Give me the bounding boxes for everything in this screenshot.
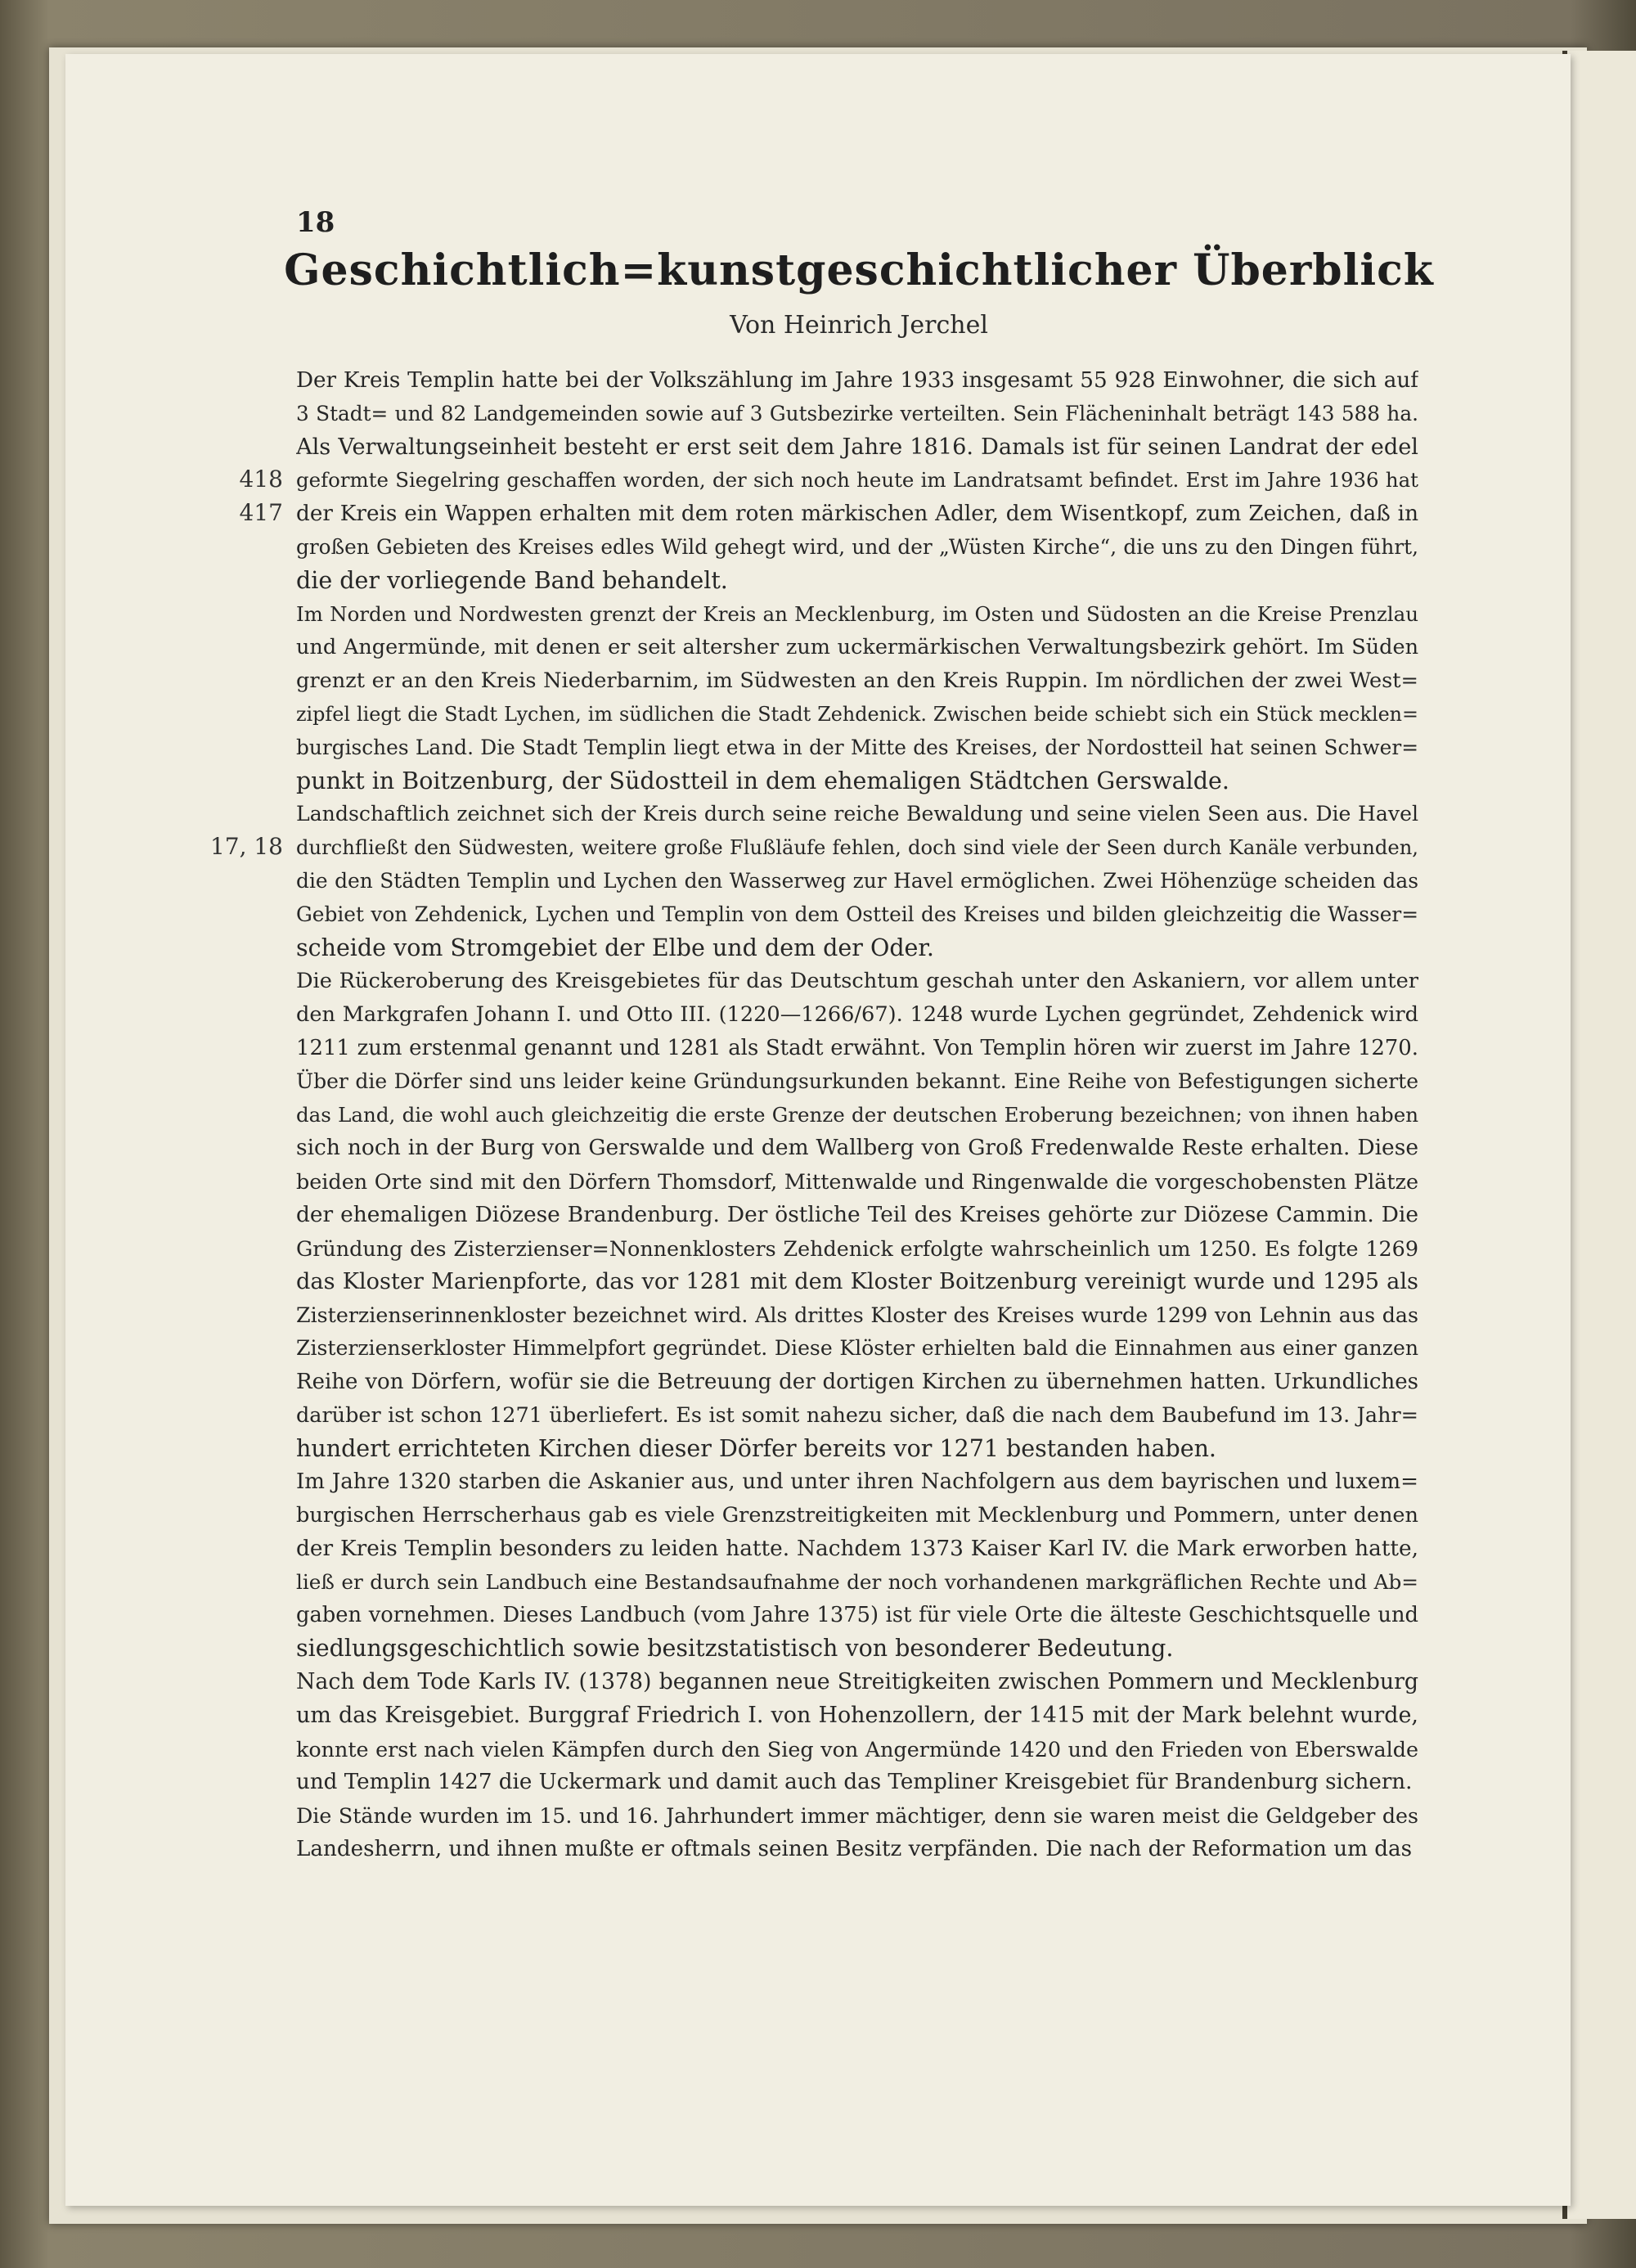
text-line: Über die Dörfer sind uns leider keine Gründungsurkunden bekannt. Eine Reihe von Befestigungen sicherte	[296, 1069, 1418, 1093]
text-line: 3 Stadt= und 82 Landgemeinden sowie auf 3 Gutsbezirke verteilten. Sein Flächeninhalt beträgt 143 588 ha.	[296, 401, 1418, 425]
text-line: burgischen Herrscherhaus gab es viele Grenzstreitigkeiten mit Mecklenburg und Pommern, unter denen	[296, 1503, 1418, 1528]
facing-page-edge	[1562, 51, 1636, 2219]
text-line: Nach dem Tode Karls IV. (1378) begannen neue Streitigkeiten zwischen Pommern und Mecklenburg	[296, 1669, 1418, 1695]
text-line: die der vorliegende Band behandelt.	[296, 566, 728, 594]
text-line: Im Norden und Nordwesten grenzt der Kreis an Mecklenburg, im Osten und Südosten an die Kreise Prenzlau	[296, 601, 1418, 626]
text-line: Landesherrn, und ihnen mußte er oftmals seinen Besitz verpfänden. Die nach der Reformation um das	[296, 1837, 1413, 1862]
margin-reference: 17, 18	[209, 833, 283, 861]
text-line: der Kreis Templin besonders zu leiden hatte. Nachdem 1373 Kaiser Karl IV. die Mark erworben hatte,	[296, 1536, 1418, 1561]
text-line: hundert errichteten Kirchen dieser Dörfer bereits vor 1271 bestanden haben.	[296, 1434, 1216, 1462]
text-line: und Templin 1427 die Uckermark und damit auch das Templiner Kreisgebiet für Brandenburg sichern.	[296, 1770, 1413, 1795]
text-line: sich noch in der Burg von Gerswalde und dem Wallberg von Groß Fredenwalde Reste erhalten. Diese	[296, 1135, 1418, 1161]
text-line: Gründung des Zisterzienser=Nonnenklosters Zehdenick erfolgte wahrscheinlich um 1250. Es folgte 1269	[296, 1235, 1418, 1261]
text-line: Zisterzienserkloster Himmelpfort gegründet. Diese Klöster erhielten bald die Einnahmen aus einer ganzen	[296, 1336, 1418, 1361]
page-number: 18	[296, 206, 335, 239]
text-line: den Markgrafen Johann I. und Otto III. (1220—1266/67). 1248 wurde Lychen gegründet, Zehdenick wird	[296, 1002, 1418, 1028]
text-line: beiden Orte sind mit den Dörfern Thomsdorf, Mittenwalde und Ringenwalde die vorgeschobensten Plätze	[296, 1169, 1418, 1195]
text-line: die den Städten Templin und Lychen den Wasserweg zur Havel ermöglichen. Zwei Höhenzüge scheiden das	[296, 868, 1418, 893]
text-line: großen Gebieten des Kreises edles Wild gehegt wird, und der „Wüsten Kirche“, die uns zu den Dingen führt,	[296, 534, 1418, 559]
text-line: ließ er durch sein Landbuch eine Bestandsaufnahme der noch vorhandenen markgräflichen Rechte und Ab=	[296, 1569, 1418, 1594]
text-line: durchfließt den Südwesten, weitere große Flußläufe fehlen, doch sind viele der Seen durch Kanäle verbunden,	[296, 836, 1418, 860]
text-line: um das Kreisgebiet. Burggraf Friedrich I. von Hohenzollern, der 1415 mit der Mark belehnt wurde,	[296, 1702, 1418, 1728]
text-line: gaben vornehmen. Dieses Landbuch (vom Jahre 1375) ist für viele Orte die älteste Geschichtsquelle und	[296, 1603, 1418, 1628]
body-text	[296, 364, 1418, 1866]
text-line: Im Jahre 1320 starben die Askanier aus, und unter ihren Nachfolgern aus dem bayrischen und luxem=	[296, 1469, 1418, 1495]
text-line: das Kloster Marienpforte, das vor 1281 mit dem Kloster Boitzenburg vereinigt wurde und 1295 als	[296, 1268, 1418, 1294]
text-line: siedlungsgeschichtlich sowie besitzstatistisch von besonderer Bedeutung.	[296, 1635, 1174, 1663]
text-line: Gebiet von Zehdenick, Lychen und Templin von dem Ostteil des Kreises und bilden gleichzeitig die Wasser=	[296, 902, 1418, 926]
margin-reference: 417	[239, 499, 283, 527]
text-line: grenzt er an den Kreis Niederbarnim, im Südwesten an den Kreis Ruppin. Im nördlichen der zwei West=	[296, 668, 1418, 694]
text-line: geformte Siegelring geschaffen worden, der sich noch heute im Landratsamt befindet. Erst im Jahre 1936 hat	[296, 468, 1418, 493]
text-line: Als Verwaltungseinheit besteht er erst seit dem Jahre 1816. Damals ist für seinen Landrat der edel	[296, 434, 1418, 460]
text-line: das Land, die wohl auch gleichzeitig die erste Grenze der deutschen Eroberung bezeichnen; von ihnen haben	[296, 1102, 1418, 1127]
text-line: scheide vom Stromgebiet der Elbe und dem der Oder.	[296, 934, 934, 961]
text-line: Reihe von Dörfern, wofür sie die Betreuung der dortigen Kirchen zu übernehmen hatten. Urkundliches	[296, 1369, 1418, 1394]
text-line: der ehemaligen Diözese Brandenburg. Der östliche Teil des Kreises gehörte zur Diözese Cammin. Die	[296, 1201, 1418, 1227]
text-line: Die Rückeroberung des Kreisgebietes für das Deutschtum geschah unter den Askaniern, vor allem unter	[296, 969, 1418, 994]
text-line: darüber ist schon 1271 überliefert. Es ist somit nahezu sicher, daß die nach dem Baubefund im 13. Jahr=	[296, 1402, 1418, 1428]
text-line: Der Kreis Templin hatte bei der Volkszählung im Jahre 1933 insgesamt 55 928 Einwohner, die sich auf	[296, 368, 1418, 393]
author-line: Von Heinrich Jerchel	[730, 311, 988, 340]
text-line: zipfel liegt die Stadt Lychen, im südlichen die Stadt Zehdenick. Zwischen beide schiebt sich ein Stück mecklen=	[296, 702, 1418, 726]
chapter-title: Geschichtlich=kunstgeschichtlicher Überblick	[284, 245, 1434, 295]
text-line: punkt in Boitzenburg, der Südostteil in dem ehemaligen Städtchen Gerswalde.	[296, 767, 1229, 794]
text-line: burgisches Land. Die Stadt Templin liegt etwa in der Mitte des Kreises, der Nordostteil hat seinen Schwer=	[296, 735, 1418, 759]
text-line: Landschaftlich zeichnet sich der Kreis durch seine reiche Bewaldung und seine vielen Seen aus. Die Havel	[296, 802, 1418, 826]
text-line: Die Stände wurden im 15. und 16. Jahrhundert immer mächtiger, denn sie waren meist die Geldgeber des	[296, 1803, 1418, 1829]
text-line: Zisterzienserinnenkloster bezeichnet wird. Als drittes Kloster des Kreises wurde 1299 von Lehnin aus das	[296, 1303, 1418, 1328]
text-line: der Kreis ein Wappen erhalten mit dem roten märkischen Adler, dem Wisentkopf, zum Zeichen, daß in	[296, 502, 1418, 527]
text-line: 1211 zum erstenmal genannt und 1281 als Stadt erwähnt. Von Templin hören wir zuerst im Jahre 1270.	[296, 1035, 1418, 1060]
text-line: konnte erst nach vielen Kämpfen durch den Sieg von Angermünde 1420 und den Frieden von Eberswalde	[296, 1736, 1418, 1762]
text-line: und Angermünde, mit denen er seit altersher zum uckermärkischen Verwaltungsbezirk gehört. Im Süden	[296, 635, 1418, 660]
margin-reference: 418	[239, 466, 283, 493]
